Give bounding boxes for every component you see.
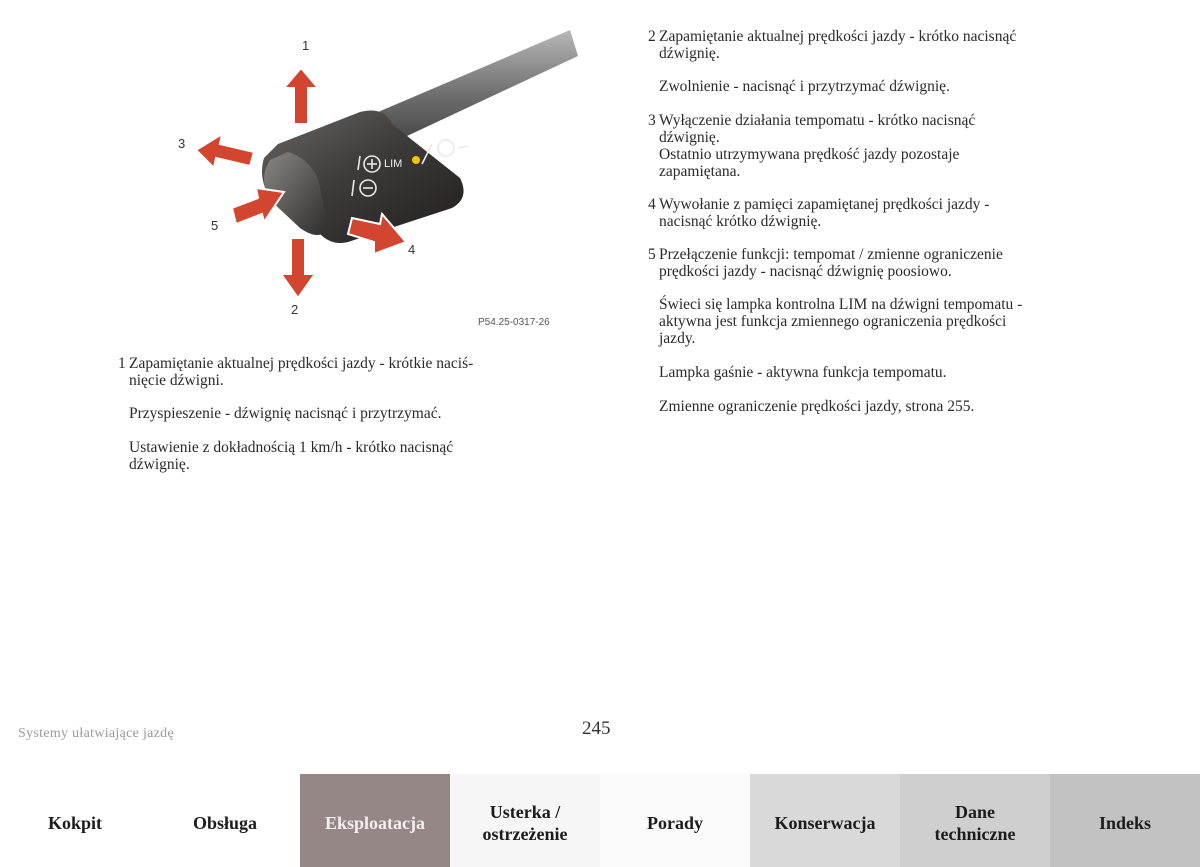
tab-indeks[interactable] [1050,774,1200,867]
numbered-item [648,246,1118,280]
numbered-item [648,112,1118,180]
item-text [129,355,568,389]
tab-label: Eksploatacja [324,812,425,833]
arrow-1-up [284,68,318,124]
callout-5: 5 [211,218,219,233]
text-line: Świeci się lampka kontrolna LIM na dźwigni tempomatu - [659,296,1023,313]
callout-1: 1 [302,38,310,53]
tab-label-line: techniczne [934,823,1016,844]
text-line: dźwignię. [129,456,190,473]
right-column [648,28,1118,432]
text-line: Zwolnienie - nacisnąć i przytrzymać dźwignię. [659,78,950,95]
figure-code: P54.25-0317-26 [478,317,550,328]
text-line: Przyspieszenie - dźwignię nacisnąć i przytrzymać. [129,405,442,422]
numbered-item [118,355,568,389]
tab-usterka-ostrzeżenie[interactable] [450,774,600,867]
numbered-item [648,28,1118,62]
text-line: Zapamiętanie aktualnej prędkości jazdy - krótko nacisnąć [659,28,1017,45]
tab-label: Porady [647,812,703,833]
arrow-5-axial [232,188,284,224]
tab-label-line: Dane [954,801,995,822]
tab-obsługa[interactable] [150,774,300,867]
tab-kokpit[interactable] [0,774,150,867]
text-line: zapamiętana. [659,163,741,180]
callout-3: 3 [178,136,186,151]
text-line: nacisnąć krótko dźwignię. [659,213,822,230]
callout-2: 2 [291,302,299,317]
arrow-3-left [196,134,254,168]
text-line: jazdy. [659,330,696,347]
text-line: Zmienne ograniczenie prędkości jazdy, strona 255. [659,398,975,415]
tab-label: Kokpit [47,812,103,833]
tab-label: Konserwacja [774,812,876,833]
text-line: Wyłączenie działania tempomatu - krótko nacisnąć [659,112,976,129]
arrow-2-down [281,238,315,298]
tab-label: Indeks [1098,812,1152,833]
text-line: prędkości jazdy - nacisnąć dźwignię poosiowo. [659,263,952,280]
lever-diagram [160,28,590,328]
left-column [118,355,568,490]
page-number: 245 [582,718,611,739]
text-line: Ostatnio utrzymywana prędkość jazdy pozostaje [659,146,960,163]
text-line: dźwignię. [659,45,720,62]
text-line: nięcie dźwigni. [129,372,224,389]
tab-porady[interactable] [600,774,750,867]
cruise-symbol [438,140,454,156]
item-text [659,112,1118,180]
tab-konserwacja[interactable] [750,774,900,867]
text-line: Lampka gaśnie - aktywna funkcja tempomatu. [659,364,947,381]
tab-label-line: ostrzeżenie [482,823,568,844]
tab-dane-techniczne[interactable] [900,774,1050,867]
item-paragraph [129,439,568,473]
text-line: Przełączenie funkcji: tempomat / zmienne ograniczenie [659,246,1003,263]
item-paragraph [129,405,568,422]
item-paragraph [659,78,1118,95]
tab-label [935,801,1016,845]
tab-label [483,801,568,845]
callout-4: 4 [408,242,416,257]
item-text [659,246,1118,280]
section-tab-bar [0,774,1200,867]
item-paragraph [659,364,1118,381]
item-paragraph [659,296,1118,347]
numbered-item [648,196,1118,230]
item-paragraph [659,398,1118,415]
text-line: Zapamiętanie aktualnej prędkości jazdy - krótkie naciś- [129,355,474,372]
cruise-control-lever-illustration [160,28,590,328]
item-number: 1 [118,355,126,372]
text-line: aktywna jest funkcja zmiennego ograniczenia prędkości [659,313,1007,330]
text-line: Wywołanie z pamięci zapamiętanej prędkości jazdy - [659,196,990,213]
tab-eksploatacja[interactable] [300,774,450,867]
section-title: Systemy ułatwiające jazdę [18,726,174,741]
item-number: 5 [648,246,656,263]
lim-label: LIM [384,158,403,170]
text-line: dźwignię. [659,129,720,146]
item-text [659,28,1118,62]
text-line: Ustawienie z dokładnością 1 km/h - krótko nacisnąć [129,439,454,456]
lim-lamp-icon [412,156,420,164]
item-number: 2 [648,28,656,45]
tab-label: Obsługa [192,812,258,833]
item-number: 3 [648,112,656,129]
tab-label-line: Usterka / [489,801,561,822]
item-number: 4 [648,196,656,213]
item-text [659,196,1118,230]
